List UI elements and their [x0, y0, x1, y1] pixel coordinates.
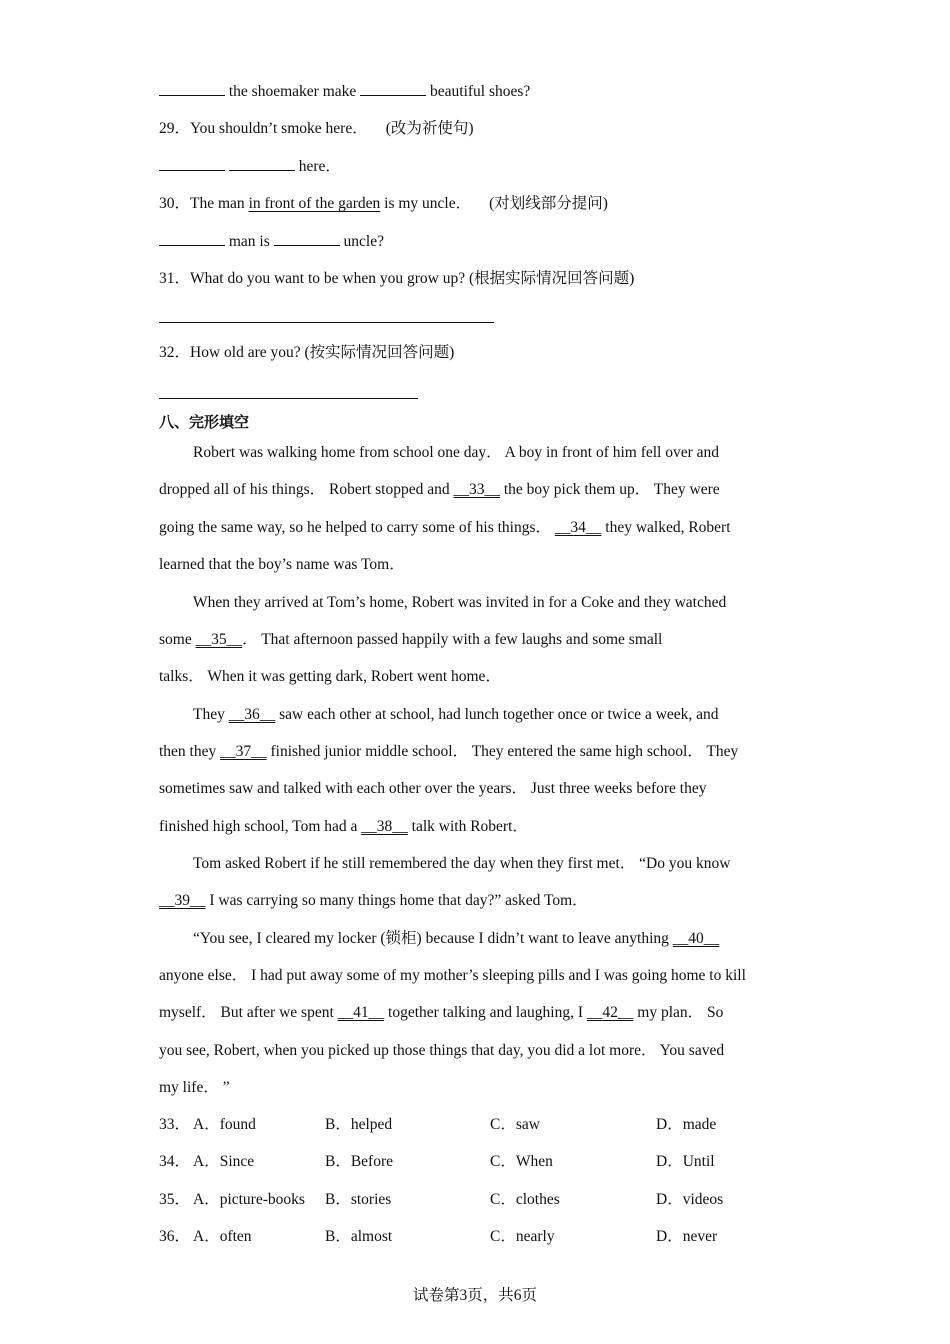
answer-blank[interactable] — [159, 95, 225, 96]
q28-answer-line: the shoemaker make beautiful shoes? — [159, 82, 530, 102]
cloze-blank-38[interactable]: __38__ — [361, 818, 408, 835]
option-d[interactable]: D．never — [656, 1228, 718, 1245]
option-b[interactable]: B．helped — [325, 1116, 393, 1133]
passage-line: then they __37__ finished junior middle school． They entered the same high school． They — [159, 743, 739, 760]
cloze-blank-35[interactable]: __35__ — [195, 631, 243, 648]
underlined-phrase: in front of the garden — [248, 195, 381, 212]
passage-line: When they arrived at Tom’s home, Robert was invited in for a Coke and they watched — [193, 594, 727, 611]
cloze-blank-41[interactable]: __41__ — [337, 1004, 385, 1021]
passage-line: you see, Robert, when you picked up those things that day, you did a lot more． You saved — [159, 1042, 725, 1059]
option-b[interactable]: B．almost — [325, 1228, 393, 1245]
passage-line: myself． But after we spent __41__ together talking and laughing, I __42__ my plan． So — [159, 1004, 724, 1021]
option-a[interactable]: A．often — [193, 1228, 252, 1245]
option-row-33: 33． A．found B．helped C．saw D．made — [159, 1116, 717, 1133]
passage-line: my life． ” — [159, 1079, 230, 1096]
answer-blank[interactable] — [360, 95, 426, 96]
cloze-blank-34[interactable]: __34__ — [554, 519, 602, 536]
passage-line: finished high school, Tom had a __38__ talk with Robert． — [159, 818, 528, 835]
passage-line: talks． When it was getting dark, Robert went home． — [159, 668, 501, 685]
option-d[interactable]: D．made — [656, 1116, 717, 1133]
q30-answer-line: man is uncle? — [159, 232, 384, 252]
option-b[interactable]: B．stories — [325, 1191, 392, 1208]
passage-line: “You see, I cleared my locker (锁柜) because I didn’t want to leave anything __40__ — [193, 930, 720, 947]
page-footer: 试卷第3页，共6页 — [412, 1287, 537, 1304]
answer-blank[interactable] — [159, 245, 225, 246]
cloze-blank-36[interactable]: __36__ — [228, 706, 276, 723]
cloze-blank-40[interactable]: __40__ — [672, 930, 720, 947]
section-heading: 八、完形填空 — [159, 413, 250, 431]
passage-line: some __35__． That afternoon passed happily with a few laughs and some small — [159, 631, 663, 648]
passage-line: Tom asked Robert if he still remembered the day when they first met． “Do you know — [193, 855, 731, 872]
option-c[interactable]: C．nearly — [490, 1228, 555, 1245]
cloze-blank-42[interactable]: __42__ — [586, 1004, 634, 1021]
question-29: 29．You shouldn’t smoke here． (改为祈使句) — [159, 120, 474, 137]
passage-line: sometimes saw and talked with each other over the years． Just three weeks before they — [159, 780, 707, 797]
question-32: 32．How old are you? (按实际情况回答问题) — [159, 344, 455, 361]
option-row-35: 35． A．picture-books B．stories C．clothes D．videos — [159, 1191, 724, 1208]
option-b[interactable]: B．Before — [325, 1153, 394, 1170]
option-a[interactable]: A．picture-books — [193, 1191, 305, 1208]
option-a[interactable]: A．Since — [193, 1153, 255, 1170]
q32-answer-line[interactable] — [159, 398, 418, 399]
cloze-blank-39[interactable]: __39__ — [159, 892, 206, 909]
option-row-34: 34． A．Since B．Before C．When D．Until — [159, 1153, 715, 1170]
answer-blank[interactable] — [159, 170, 225, 171]
option-d[interactable]: D．videos — [656, 1191, 724, 1208]
q31-answer-line[interactable] — [159, 322, 494, 323]
cloze-blank-37[interactable]: __37__ — [220, 743, 267, 760]
option-a[interactable]: A．found — [193, 1116, 256, 1133]
option-c[interactable]: C．clothes — [490, 1191, 560, 1208]
option-d[interactable]: D．Until — [656, 1153, 715, 1170]
passage-line: anyone else． I had put away some of my mother’s sleeping pills and I was going home to kill — [159, 967, 746, 984]
option-c[interactable]: C．saw — [490, 1116, 540, 1133]
passage-line: Robert was walking home from school one day． A boy in front of him fell over and — [193, 444, 720, 461]
option-row-36: 36． A．often B．almost C．nearly D．never — [159, 1228, 718, 1245]
passage-line: They __36__ saw each other at school, had lunch together once or twice a week, and — [193, 706, 719, 723]
option-c[interactable]: C．When — [490, 1153, 553, 1170]
q29-answer-line: here． — [159, 157, 341, 177]
cloze-blank-33[interactable]: __33__ — [453, 481, 500, 498]
question-30: 30．The man in front of the garden is my uncle． (对划线部分提问) — [159, 195, 608, 212]
passage-line: __39__ I was carrying so many things home that day?” asked Tom． — [159, 892, 588, 909]
answer-blank[interactable] — [229, 170, 295, 171]
passage-line: going the same way, so he helped to carry some of his things． __34__ they walked, Robert — [159, 519, 731, 536]
passage-line: dropped all of his things． Robert stopped and __33__ the boy pick them up． They were — [159, 481, 720, 498]
answer-blank[interactable] — [274, 245, 340, 246]
question-31: 31．What do you want to be when you grow up? (根据实际情况回答问题) — [159, 270, 635, 287]
passage-line: learned that the boy’s name was Tom． — [159, 556, 405, 573]
